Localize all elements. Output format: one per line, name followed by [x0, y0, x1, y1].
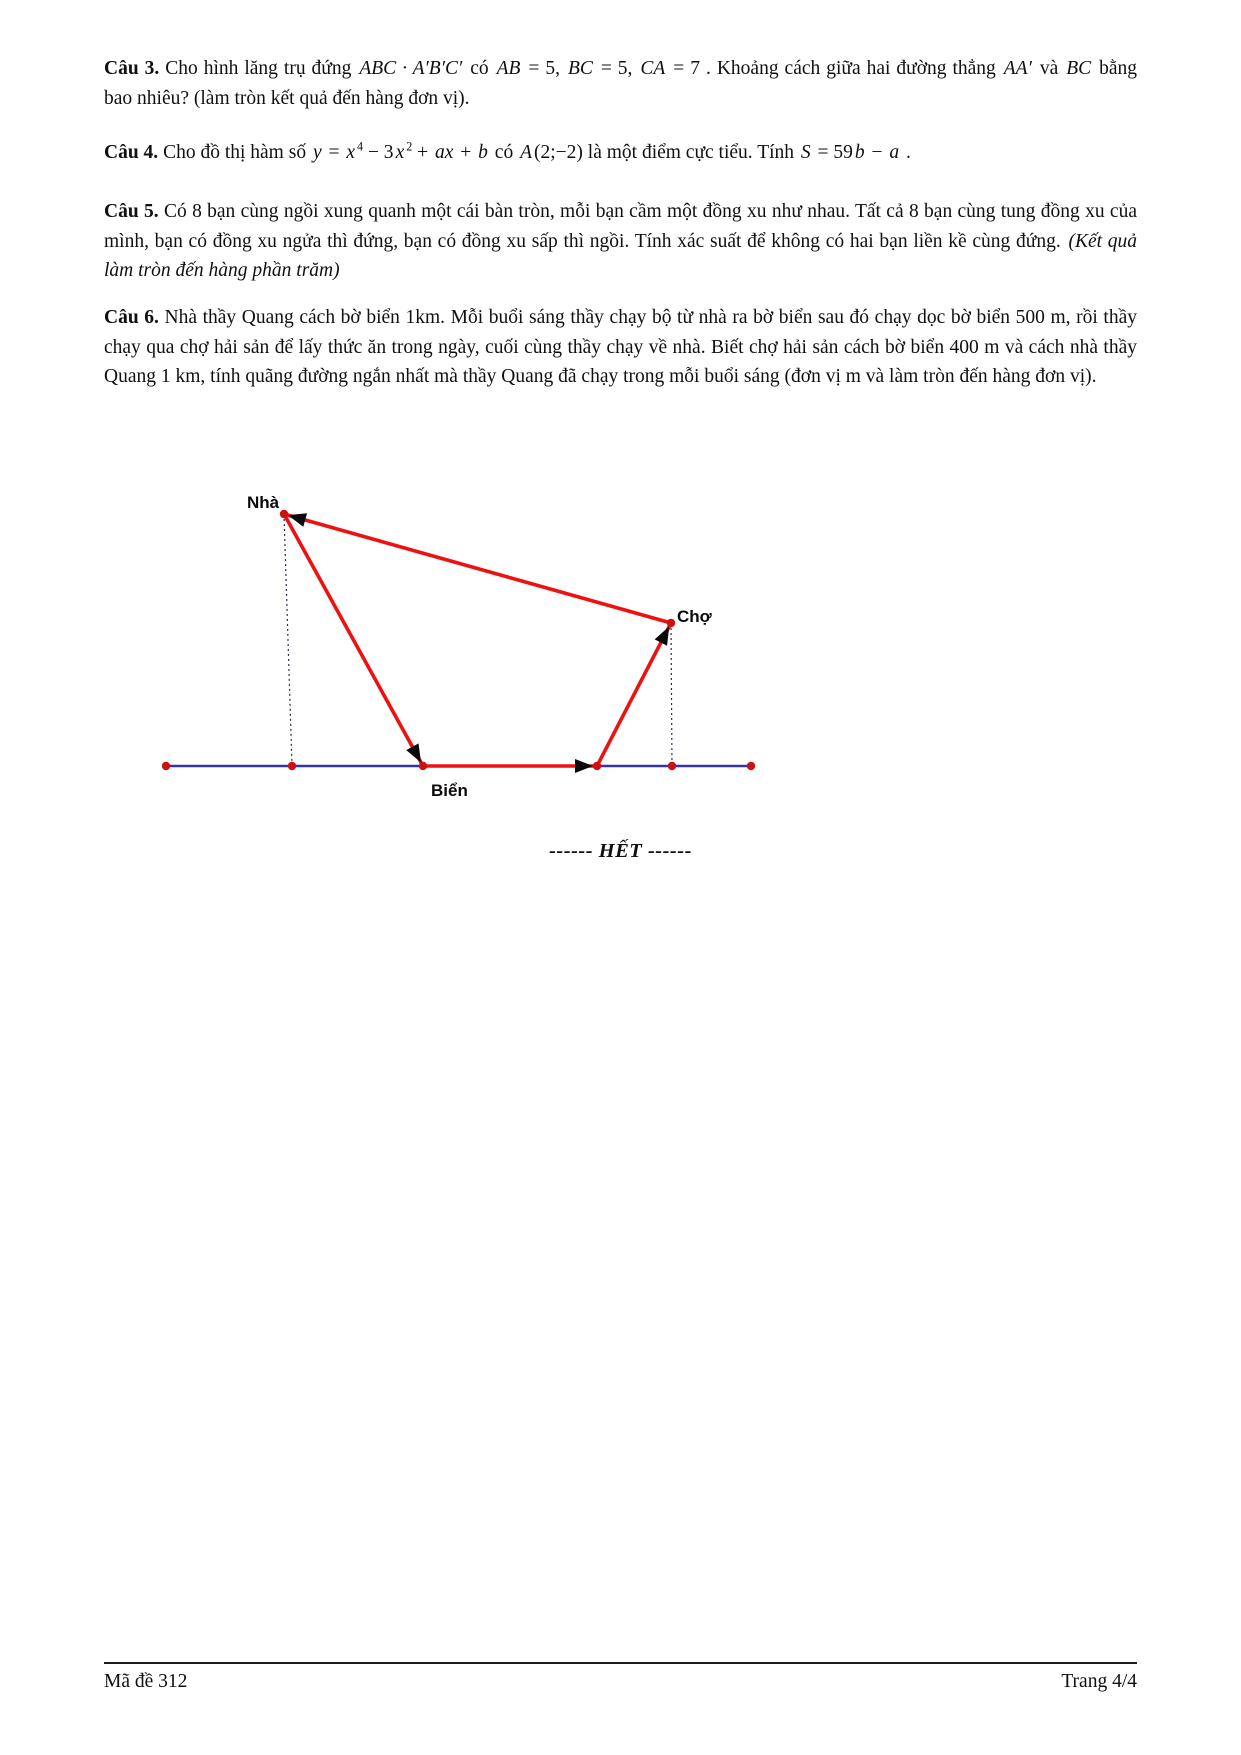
text-run: x — [395, 142, 405, 163]
footer-rule — [104, 1662, 1137, 1664]
text-run: Câu 4. — [104, 142, 159, 163]
text-run: CA — [640, 58, 666, 79]
market-point-dot — [667, 619, 675, 627]
shore-point-dot — [747, 762, 755, 770]
text-run: y — [312, 142, 322, 163]
shore-point-dot — [288, 762, 296, 770]
text-run: + — [412, 142, 434, 163]
text-run: Khoảng cách giữa hai đường thẳng — [710, 58, 1002, 79]
text-run: Câu 6. — [104, 307, 159, 328]
text-run: = 59 — [812, 142, 853, 163]
route-segment — [284, 514, 423, 766]
footer-exam-code: Mã đề 312 — [104, 1671, 188, 1692]
text-run: Có 8 bạn cùng ngồi xung quanh một cái bàn tròn, mỗi bạn cầm một đồng xu như nhau. Tất cả 8 bạn cùng tung đồng xu của mình, bạn có đồng xu ngửa thì đứng, bạn có đồng xu sấp thì ngồi. Tính xác suất để không có hai bạn liền kề cùng đứng. — [104, 201, 1137, 252]
text-run: = — [323, 142, 345, 163]
text-run: A — [520, 142, 532, 163]
text-run: AA′ — [1003, 58, 1032, 79]
text-run: Câu 5. — [104, 201, 159, 222]
text-run: 2 — [406, 139, 413, 154]
text-run: là một điểm cực tiểu. Tính — [582, 142, 799, 163]
route-arrowhead — [406, 743, 421, 762]
text-run: AB — [496, 58, 521, 79]
text-run: và — [1033, 58, 1065, 79]
text-run: có — [489, 142, 519, 163]
text-run: = 5, — [522, 58, 566, 79]
route-segment — [597, 623, 671, 766]
route-arrowhead — [655, 627, 669, 646]
question-6 — [104, 303, 1137, 392]
beach-figure-svg — [140, 440, 800, 820]
question-3 — [104, 54, 1137, 113]
shore-point-dot — [668, 762, 676, 770]
text-run: x — [346, 142, 356, 163]
house-point-dot — [280, 510, 288, 518]
text-run: BC — [567, 58, 593, 79]
question-4 — [104, 138, 1137, 168]
route-segment — [284, 514, 671, 623]
dropline — [671, 623, 672, 766]
text-run: (Kết quả làm tròn đến hàng phần trăm) — [104, 230, 1137, 281]
text-run: BC — [1066, 58, 1092, 79]
text-run: + — [455, 142, 477, 163]
footer-page-number: Trang 4/4 — [1061, 1671, 1137, 1692]
text-run: b — [478, 142, 488, 163]
beach-label: Biển — [431, 781, 468, 800]
market-label: Chợ — [677, 607, 712, 626]
text-run: a — [889, 142, 900, 163]
text-run: S — [800, 142, 811, 163]
house-label: Nhà — [247, 493, 280, 512]
text-run: b — [854, 142, 865, 163]
text-run: = 7 . — [667, 58, 711, 79]
dropline — [284, 514, 292, 766]
text-run: − — [866, 142, 888, 163]
text-run: ax — [435, 142, 454, 163]
shore-point-dot — [162, 762, 170, 770]
shore-point-dot — [593, 762, 601, 770]
text-run: ABC · A′B′C′ — [359, 58, 463, 79]
text-run: 4 — [357, 139, 364, 154]
text-run: . — [901, 142, 911, 163]
text-run: = 5, — [594, 58, 639, 79]
text-run: Nhà thầy Quang cách bờ biển 1km. Mỗi buổi sáng thầy chạy bộ từ nhà ra bờ biển sau đó chạy dọc bờ biển 500 m, rồi thầy chạy qua chợ hải sản để lấy thức ăn trong ngày, cuối cùng thầy chạy về nhà. Biết chợ hải sản cách bờ biển 400 m và cách nhà thầy Quang 1 km, tính quãng đường ngắn nhất mà thầy Quang đã chạy trong mỗi buổi sáng (đơn vị m và làm tròn đến hàng đơn vị). — [104, 307, 1137, 387]
text-run: Cho hình lăng trụ đứng — [159, 58, 358, 79]
question-5 — [104, 197, 1137, 286]
text-run: bằng bao nhiêu? (làm tròn kết quả đến hàng đơn vị). — [104, 58, 1137, 109]
text-run: Cho đồ thị hàm số — [158, 142, 311, 163]
route-arrowhead — [575, 759, 593, 773]
text-run: Câu 3. — [104, 58, 160, 79]
shore-point-dot — [419, 762, 427, 770]
text-run: − 3 — [363, 142, 394, 163]
text-run: có — [464, 58, 495, 79]
end-of-exam-marker: ------ HẾT ------ — [549, 840, 692, 862]
text-run: (2;−2) — [534, 142, 583, 163]
